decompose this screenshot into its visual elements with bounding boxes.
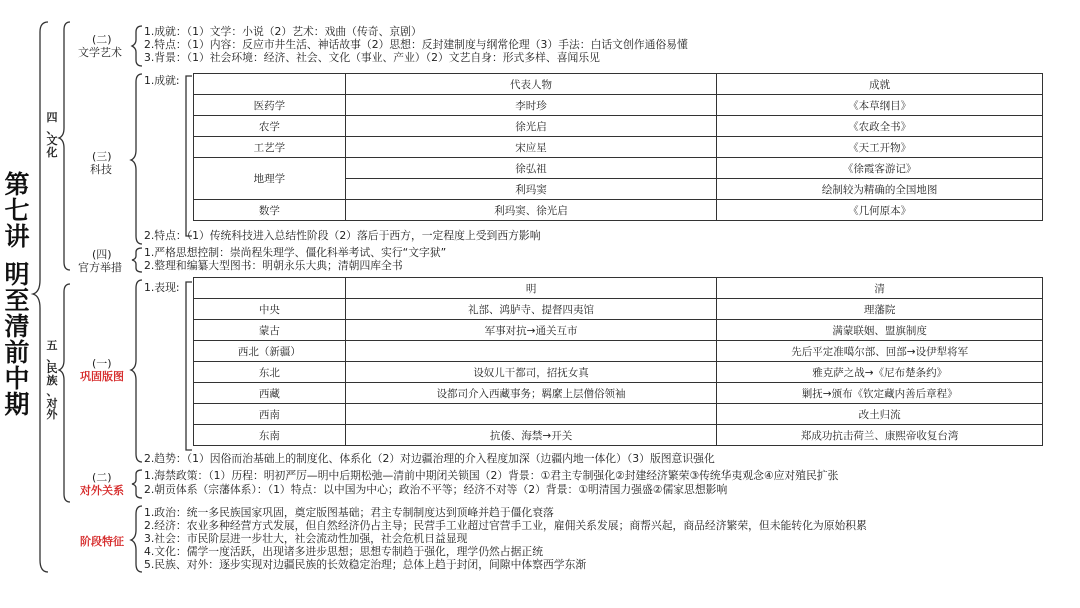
terr-trend: 2.趋势：（1）因俗而治基础上的制度化、体系化（2）对边疆治理的介入程度加深（边疆内地一体化）（3）版图意识强化	[144, 452, 715, 465]
qing-cell: 满蒙联姻、盟旗制度	[717, 320, 1043, 341]
person-cell: 宋应星	[345, 137, 717, 158]
work-cell: 绘制较为精确的全国地图	[717, 179, 1043, 200]
table-header	[194, 74, 346, 95]
table-row	[194, 404, 1043, 425]
stage-line: 1.政治：统一多民族国家巩固，奠定版图基础；君主专制制度达到顶峰并趋于僵化衰落	[144, 506, 554, 519]
person-cell: 李时珍	[345, 95, 717, 116]
stage-line: 3.社会：市民阶层进一步壮大，社会流动性加强，社会危机日益显现	[144, 532, 468, 545]
foreign-line: 2.朝贡体系（宗藩体系）：（1）特点：以中国为中心；政治不平等；经济不对等（2）背景：①明清国力强盛②儒家思想影响	[144, 483, 728, 496]
person-cell: 徐弘祖	[345, 158, 717, 179]
table-header: 成就	[717, 74, 1043, 95]
sci-achieve-label: 1.成就:	[144, 74, 180, 87]
lit-line: 3.背景：（1）社会环境：经济、社会、文化（事业、产业）（2）文艺自身：形式多样、喜闻乐见	[144, 51, 600, 64]
sci-table	[193, 73, 1043, 221]
ming-cell: 设奴儿干都司，招抚女真	[345, 362, 717, 383]
field-cell: 工艺学	[194, 137, 346, 158]
region-cell: 蒙古	[194, 320, 346, 341]
table-header-row	[194, 74, 1043, 95]
qing-cell: 理藩院	[717, 299, 1043, 320]
ming-cell	[345, 404, 717, 425]
ming-cell: 抗倭、海禁→开关	[345, 425, 717, 446]
title-char: 期	[4, 390, 30, 419]
lit-line: 1.成就：（1）文学：小说（2）艺术：戏曲（传奇、京剧）	[144, 25, 422, 38]
table-row	[194, 137, 1043, 158]
table-row	[194, 116, 1043, 137]
work-cell: 《天工开物》	[717, 137, 1043, 158]
field-cell: 医药学	[194, 95, 346, 116]
title-char: 第	[4, 170, 30, 199]
table-header	[194, 278, 346, 299]
gov-line: 2.整理和编纂大型图书：明朝永乐大典；清朝四库全书	[144, 259, 403, 272]
table-row	[194, 383, 1043, 404]
qing-cell: 改土归流	[717, 404, 1043, 425]
work-cell: 《农政全书》	[717, 116, 1043, 137]
terr-show-label: 1.表现:	[144, 281, 180, 294]
region-cell: 西藏	[194, 383, 346, 404]
title-char: 讲	[4, 222, 30, 251]
terr-name: 巩固版图	[80, 370, 124, 383]
work-cell: 《徐霞客游记》	[717, 158, 1043, 179]
region-cell: 西北（新疆）	[194, 341, 346, 362]
table-row	[194, 341, 1043, 362]
title-char: 中	[4, 364, 30, 393]
foreign-line: 1.海禁政策：（1）历程：明初严厉—明中后期松弛—清前中期闭关锁国（2）背景：①君主专制强化②封建经济繁荣③传统华夷观念④应对殖民扩张	[144, 469, 839, 482]
field-cell: 地理学	[194, 158, 346, 200]
stage-line: 2.经济：农业多种经营方式发展，但自然经济仍占主导；民营手工业超过官营手工业，雇佣关系发展；商帮兴起，商品经济繁荣，但未能转化为原始积累	[144, 519, 867, 532]
qing-cell: 雅克萨之战→《尼布楚条约》	[717, 362, 1043, 383]
title-char: 清	[4, 312, 30, 341]
field-cell: 农学	[194, 116, 346, 137]
table-header-row	[194, 278, 1043, 299]
lit-num: (二)	[92, 33, 112, 46]
foreign-name: 对外关系	[80, 484, 124, 497]
person-cell: 徐光启	[345, 116, 717, 137]
table-row	[194, 299, 1043, 320]
sci-num: (三)	[92, 150, 112, 163]
section-4-label: 四 、 文 化	[46, 111, 58, 159]
title-char: 至	[4, 286, 30, 315]
table-row	[194, 200, 1043, 221]
qing-cell: 先后平定准噶尔部、回部→设伊犁将军	[717, 341, 1043, 362]
table-header: 清	[717, 278, 1043, 299]
qing-cell: 郑成功抗击荷兰、康熙帝收复台湾	[717, 425, 1043, 446]
sci-trait: 2.特点：（1）传统科技进入总结性阶段（2）落后于西方，一定程度上受到西方影响	[144, 229, 541, 242]
ming-cell	[345, 341, 717, 362]
terr-table	[193, 277, 1043, 446]
field-cell: 数学	[194, 200, 346, 221]
section-5-label: 五 、 民 族 、 对 外	[46, 339, 58, 422]
qing-cell: 剿抚→颁布《钦定藏内善后章程》	[717, 383, 1043, 404]
work-cell: 《几何原本》	[717, 200, 1043, 221]
gov-name: 官方举措	[78, 261, 122, 274]
table-row	[194, 95, 1043, 116]
person-cell: 利玛窦、徐光启	[345, 200, 717, 221]
sci-name: 科技	[90, 163, 112, 176]
region-cell: 中央	[194, 299, 346, 320]
title-char: 明	[4, 260, 30, 289]
lit-line: 2.特点：（1）内容：反应市井生活、神话故事（2）思想：反封建制度与纲常伦理（3）手法：白话文创作通俗易懂	[144, 38, 688, 51]
stage-line: 4.文化：儒学一度活跃，出现诸多进步思想；思想专制趋于强化，理学仍然占据正统	[144, 545, 543, 558]
person-cell: 利玛窦	[345, 179, 717, 200]
region-cell: 东南	[194, 425, 346, 446]
terr-num: (一)	[92, 357, 112, 370]
region-cell: 东北	[194, 362, 346, 383]
table-row	[194, 320, 1043, 341]
table-header: 明	[345, 278, 717, 299]
title-char: 七	[4, 196, 30, 225]
work-cell: 《本草纲目》	[717, 95, 1043, 116]
foreign-num: (二)	[92, 471, 112, 484]
stage-line: 5.民族、对外：逐步实现对边疆民族的长效稳定治理；总体上趋于封闭，间隙中体察西学东渐	[144, 558, 587, 571]
table-row	[194, 425, 1043, 446]
ming-cell: 礼部、鸿胪寺、提督四夷馆	[345, 299, 717, 320]
ming-cell: 设都司介入西藏事务；羁縻上层僧俗领袖	[345, 383, 717, 404]
table-row	[194, 362, 1043, 383]
table-row	[194, 158, 1043, 179]
region-cell: 西南	[194, 404, 346, 425]
stage-name: 阶段特征	[80, 535, 124, 548]
gov-num: (四)	[92, 248, 112, 261]
table-header: 代表人物	[345, 74, 717, 95]
title-char: 前	[4, 338, 30, 367]
gov-line: 1.严格思想控制：崇尚程朱理学、僵化科举考试、实行“文字狱”	[144, 246, 447, 259]
ming-cell: 军事对抗→通关互市	[345, 320, 717, 341]
lit-name: 文学艺术	[78, 46, 122, 59]
